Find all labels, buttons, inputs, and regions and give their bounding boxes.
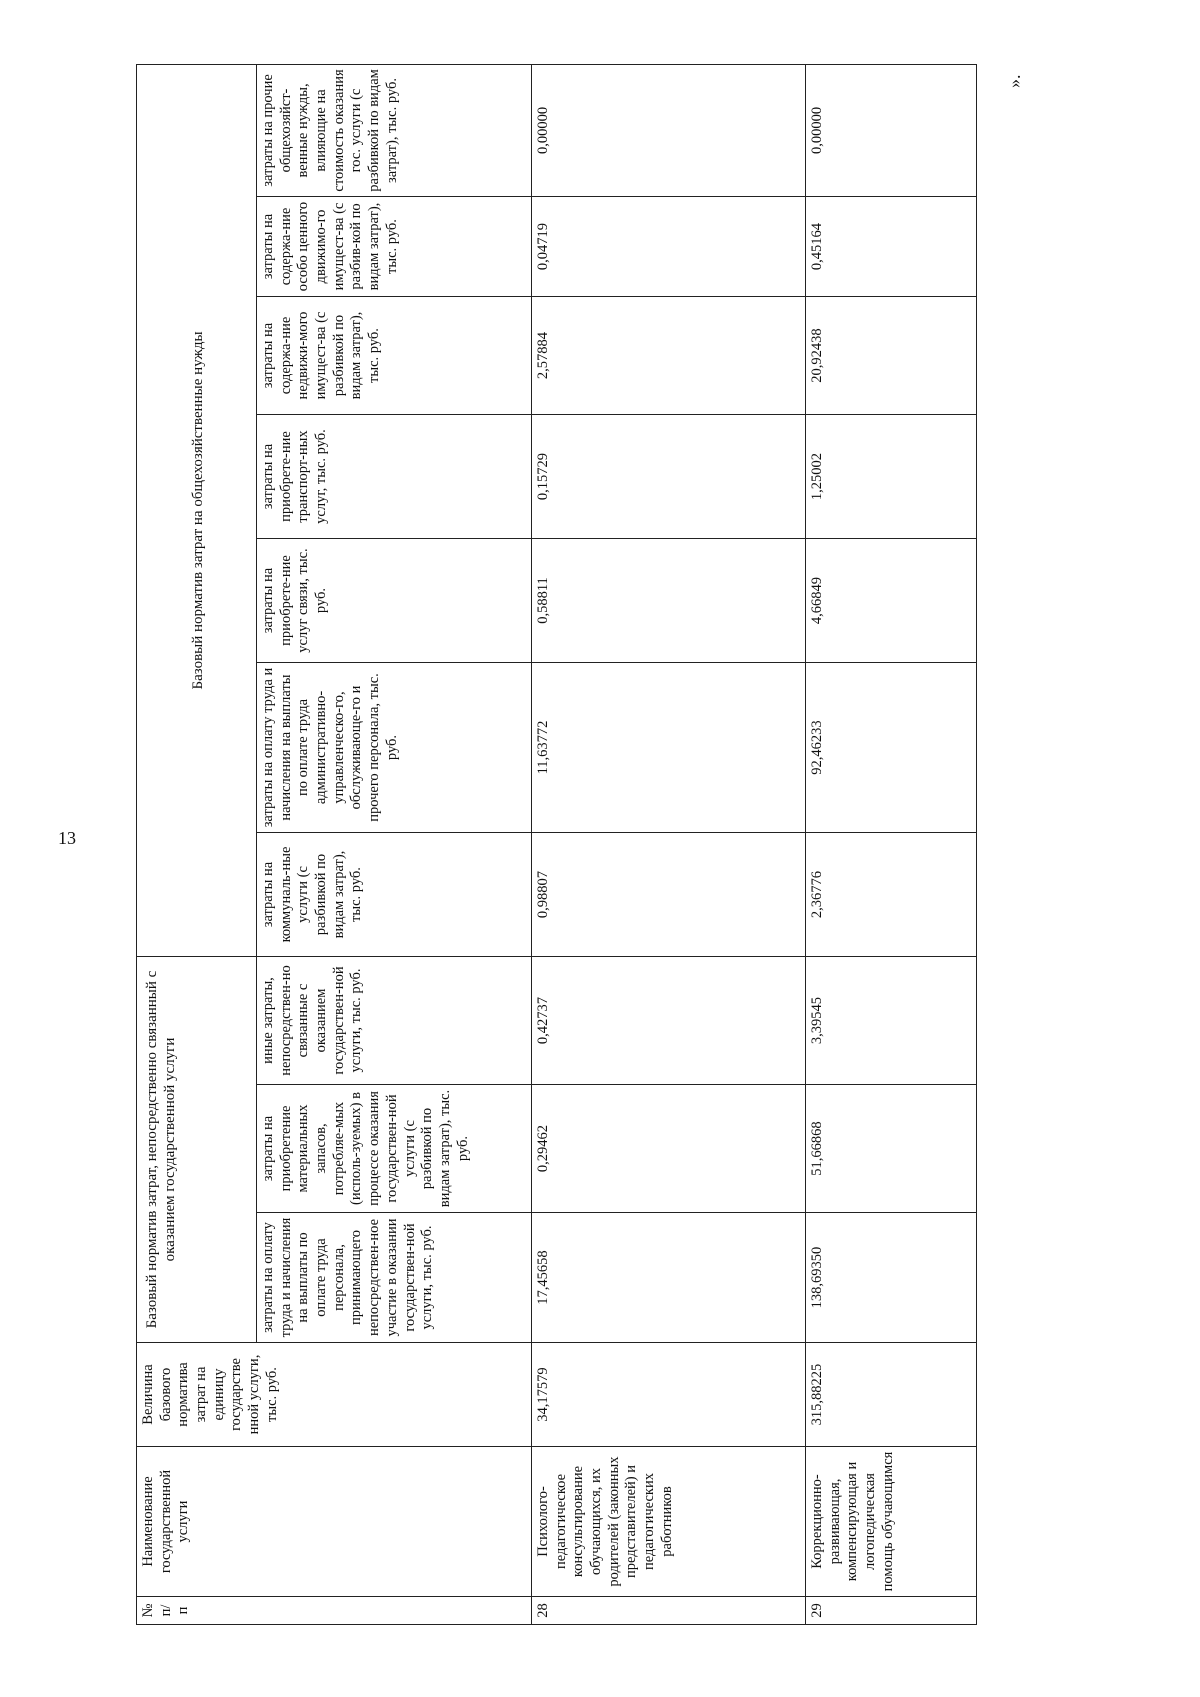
norms-table (136, 64, 977, 1625)
header-col-4: затраты на коммуналь-ные услуги (с разбивкой по видам затрат), тыс. руб. (257, 833, 532, 957)
row-value: 3,39545 (806, 957, 977, 1085)
row-value: 0,98807 (532, 833, 806, 957)
row-value: 92,46233 (806, 663, 977, 833)
header-col-3: иные затраты, непосредствен-но связанные с оказанием государствен-ной услуги, тыс. руб. (257, 957, 532, 1085)
row-value: 0,00000 (532, 64, 806, 196)
header-num: № п/п (137, 1597, 532, 1625)
closing-quote-mark: ». (1004, 74, 1024, 88)
header-total: Величина базового норматива затрат на единицу государстве нной услуги, тыс. руб. (137, 1343, 532, 1447)
row-value: 20,92438 (806, 297, 977, 415)
header-col-6: затраты на приобрете-ние услуг связи, тыс. руб. (257, 539, 532, 663)
header-col-1: затраты на оплату труда и начисления на выплаты по оплате труда персонала, принимающего непосредствен-ное участие в оказании государствен-ной услуги, тыс. руб. (257, 1213, 532, 1343)
row-value: 0,45164 (806, 197, 977, 297)
row-value: 0,42737 (532, 957, 806, 1085)
row-num: 29 (806, 1597, 977, 1625)
row-value: 0,04719 (532, 197, 806, 297)
row-total: 34,17579 (532, 1343, 806, 1447)
table-row (532, 64, 806, 1624)
row-value: 0,29462 (532, 1085, 806, 1213)
table-row (806, 64, 977, 1624)
header-col-2: затраты на приобретение материальных запасов, потребляе-мых (исполь-зуемых) в процессе оказания государствен-ной услуги (с разбивкой по видам затрат), тыс. руб. (257, 1085, 532, 1213)
row-value: 4,66849 (806, 539, 977, 663)
row-value: 0,15729 (532, 415, 806, 539)
rotated-table-container (136, 65, 1136, 1625)
header-general-group: Базовый норматив затрат на общехозяйственные нужды (137, 64, 257, 956)
header-col-10: затраты на прочие общехозяйст-венные нужды, влияющие на стоимость оказания гос. услуги (с разбивкой по видам затрат), тыс. руб. (257, 64, 532, 196)
row-value: 2,36776 (806, 833, 977, 957)
row-value: 17,45658 (532, 1213, 806, 1343)
header-col-7: затраты на приобрете-ние транспорт-ных услуг, тыс. руб. (257, 415, 532, 539)
header-col-5: затраты на оплату труда и начисления на выплаты по оплате труда административно-управленческо-го, обслуживающе-го и прочего персонала, тыс. руб. (257, 663, 532, 833)
row-value: 1,25002 (806, 415, 977, 539)
page-number: 13 (58, 828, 76, 848)
header-col-8: затраты на содержа-ние недвижи-мого имущест-ва (с разбивкой по видам затрат), тыс. руб. (257, 297, 532, 415)
row-service-name: Коррекционно-развивающая, компенсирующая и логопедическая помощь обучающимся (806, 1447, 977, 1597)
row-value: 2,57884 (532, 297, 806, 415)
row-value: 0,58811 (532, 539, 806, 663)
header-row-1 (137, 64, 257, 1624)
row-value: 11,63772 (532, 663, 806, 833)
row-value: 138,69350 (806, 1213, 977, 1343)
row-total: 315,88225 (806, 1343, 977, 1447)
row-value: 0,00000 (806, 64, 977, 196)
row-service-name: Психолого-педагогическое консультирование обучающихся, их родителей (законных представителей) и педагогических работников (532, 1447, 806, 1597)
header-col-9: затраты на содержа-ние особо ценного движимо-го имущест-ва (с разбив-кой по видам затрат), тыс. руб. (257, 197, 532, 297)
header-direct-group: Базовый норматив затрат, непосредственно связанный с оказанием государственной услуги (137, 957, 257, 1343)
row-value: 51,66868 (806, 1085, 977, 1213)
header-name: Наименование государственной услуги (137, 1447, 532, 1597)
row-num: 28 (532, 1597, 806, 1625)
